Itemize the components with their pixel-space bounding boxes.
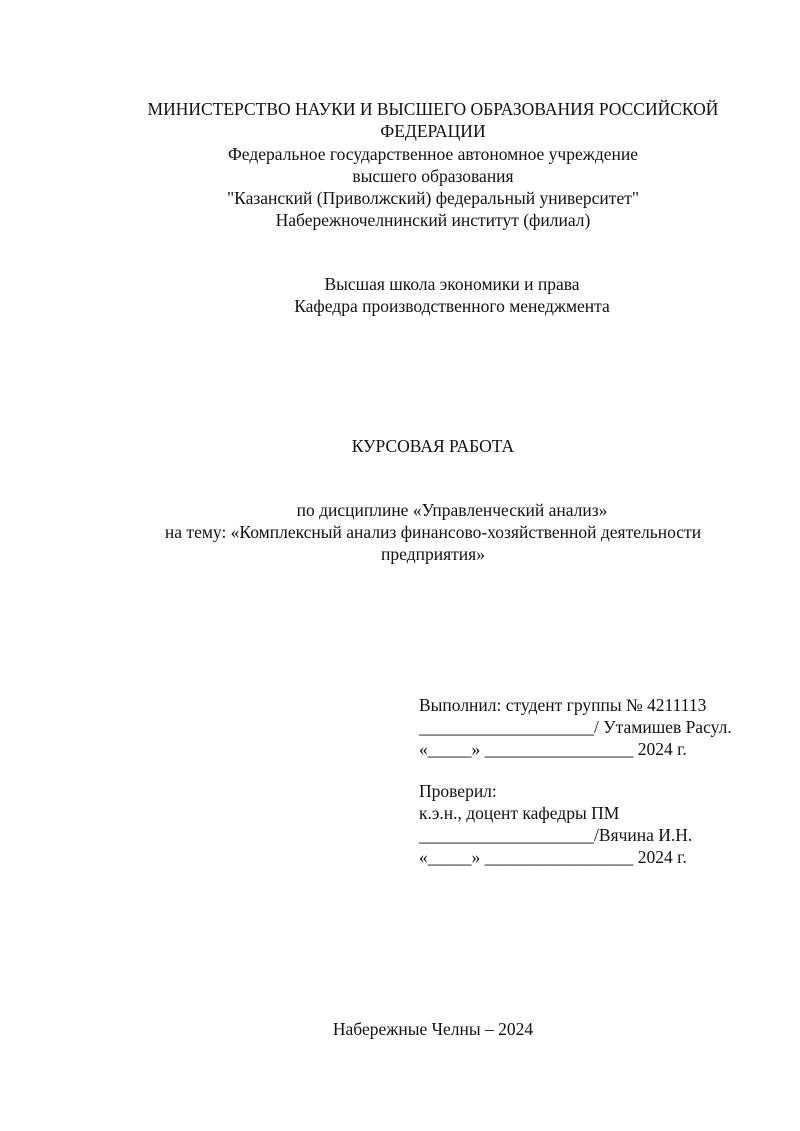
student-date-line: «_____» _________________ 2024 г.	[419, 739, 687, 759]
branch-name: Набережночелнинский институт (филиал)	[275, 210, 591, 230]
topic-line-2: предприятия»	[381, 544, 485, 564]
ministry-line-2: ФЕДЕРАЦИИ	[380, 121, 486, 141]
discipline-line: по дисциплине «Управленческий анализ»	[296, 500, 608, 520]
reviewer-signature-line: ____________________/Вячина И.Н.	[419, 825, 693, 845]
institution-line-2: высшего образования	[352, 166, 514, 186]
reviewer-title: к.э.н., доцент кафедры ПМ	[419, 803, 620, 823]
university-name: "Казанский (Приволжский) федеральный университет"	[226, 188, 640, 208]
performed-by-label: Выполнил: студент группы № 4211113	[419, 695, 707, 715]
ministry-line-1: МИНИСТЕРСТВО НАУКИ И ВЫСШЕГО ОБРАЗОВАНИЯ РОССИЙСКОЙ	[147, 99, 719, 119]
checked-by-label: Проверил:	[419, 781, 497, 801]
chair-name: Кафедра производственного менеджмента	[294, 296, 610, 316]
school-name: Высшая школа экономики и права	[324, 274, 580, 294]
work-type-heading: КУРСОВАЯ РАБОТА	[351, 436, 515, 456]
institution-line-1: Федеральное государственное автономное учреждение	[227, 144, 639, 164]
student-signature-line: ____________________/ Утамишев Расул.	[419, 717, 732, 737]
topic-line-1: на тему: «Комплексный анализ финансово-хозяйственной деятельности	[164, 522, 702, 542]
reviewer-date-line: «_____» _________________ 2024 г.	[419, 847, 687, 867]
city-year: Набережные Челны – 2024	[332, 1019, 534, 1039]
